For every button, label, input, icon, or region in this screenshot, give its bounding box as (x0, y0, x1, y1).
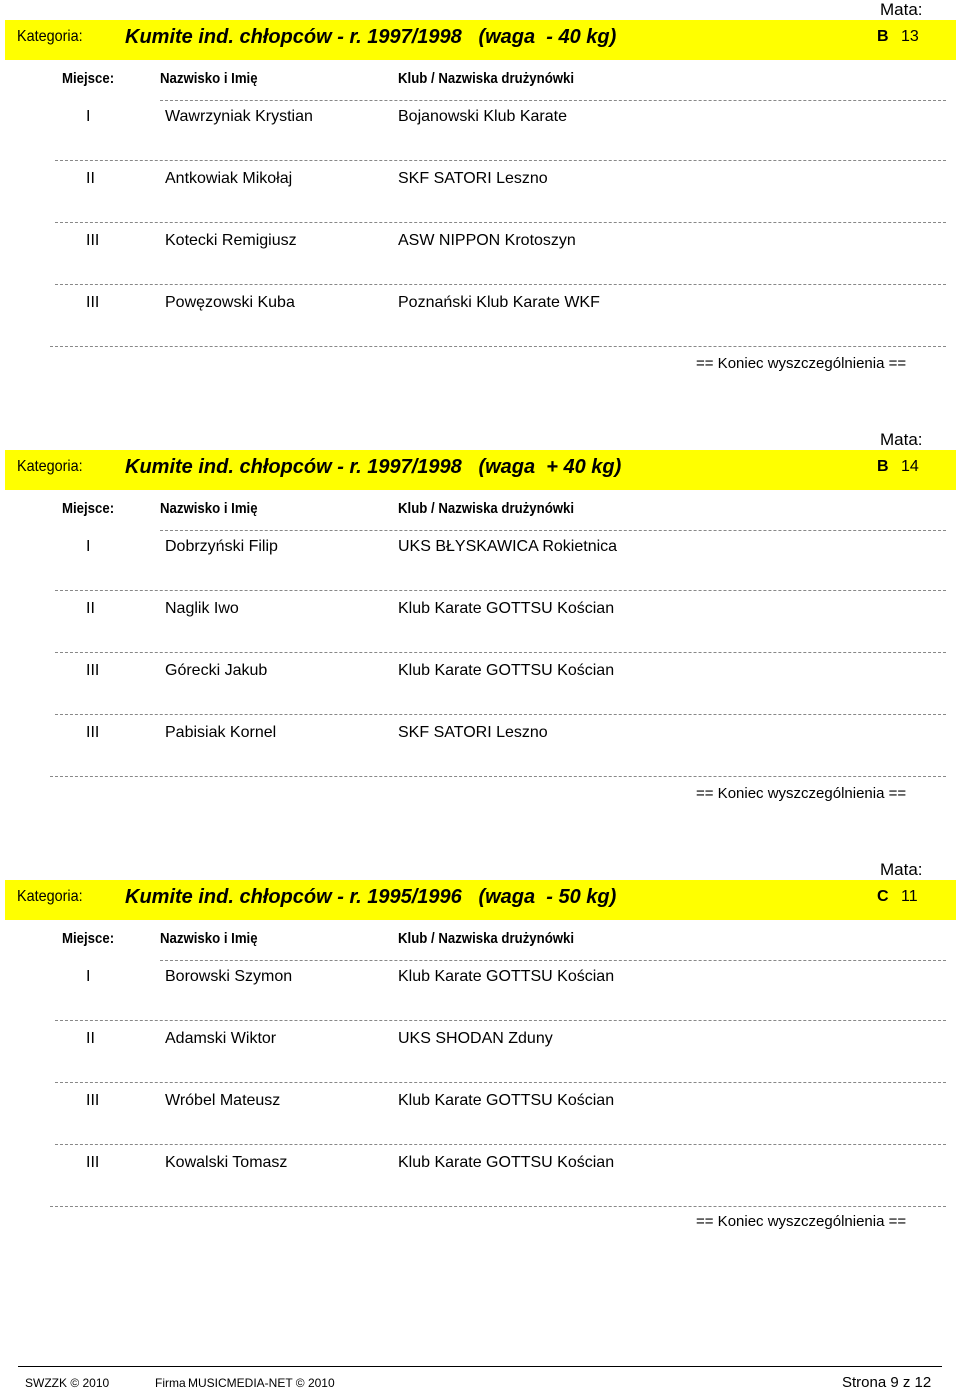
category-title: Kumite ind. chłopców - r. 1997/1998 (waga - 40 kg) (125, 26, 617, 48)
column-header-place: Miejsce: (62, 930, 115, 947)
category-title: Kumite ind. chłopców - r. 1997/1998 (waga + 40 kg) (125, 456, 622, 478)
category-section (0, 0, 960, 420)
club-name: ASW NIPPON Krotoszyn (398, 232, 576, 249)
mat-number: 14 (901, 458, 919, 475)
place-value: III (86, 232, 100, 249)
competitor-name: Adamski Wiktor (165, 1030, 277, 1047)
competitor-name: Pabisiak Kornel (165, 724, 277, 741)
place-value: II (86, 1030, 95, 1047)
place-value: II (86, 600, 95, 617)
row-divider (55, 714, 946, 715)
club-name: Poznański Klub Karate WKF (398, 294, 600, 311)
club-name: Klub Karate GOTTSU Kościan (398, 1092, 615, 1109)
mat-label: Mata: (880, 860, 923, 879)
competitor-name: Dobrzyński Filip (165, 538, 278, 555)
category-title: Kumite ind. chłopców - r. 1995/1996 (waga - 50 kg) (125, 886, 617, 908)
row-divider (50, 346, 946, 347)
category-section (0, 430, 960, 850)
footer-left: SWZZK © 2010 (25, 1376, 110, 1390)
category-section (0, 860, 960, 1280)
competitor-name: Naglik Iwo (165, 600, 239, 617)
club-name: UKS SHODAN Zduny (398, 1030, 553, 1047)
place-value: III (86, 1154, 100, 1171)
row-divider (55, 222, 946, 223)
competitor-name: Borowski Szymon (165, 968, 293, 985)
header-divider (160, 960, 946, 961)
category-label: Kategoria: (17, 28, 83, 45)
row-divider (50, 776, 946, 777)
mat-number: 13 (901, 28, 919, 45)
club-name: UKS BŁYSKAWICA Rokietnica (398, 538, 618, 555)
mat-label: Mata: (880, 430, 923, 449)
club-name: Klub Karate GOTTSU Kościan (398, 1154, 615, 1171)
club-name: SKF SATORI Leszno (398, 170, 548, 187)
mat-letter: B (877, 28, 889, 45)
row-divider (55, 1082, 946, 1083)
place-value: II (86, 170, 95, 187)
competitor-name: Wawrzyniak Krystian (165, 108, 313, 125)
row-divider (55, 1144, 946, 1145)
row-divider (55, 652, 946, 653)
column-header-place: Miejsce: (62, 70, 115, 87)
row-divider (50, 1206, 946, 1207)
row-divider (55, 160, 946, 161)
place-value: I (86, 538, 91, 555)
place-value: III (86, 662, 100, 679)
mat-number: 11 (901, 888, 918, 905)
club-name: SKF SATORI Leszno (398, 724, 548, 741)
competitor-name: Kotecki Remigiusz (165, 232, 297, 249)
mat-letter: C (877, 888, 889, 905)
category-label: Kategoria: (17, 888, 83, 905)
column-header-club: Klub / Nazwiska drużynówki (398, 930, 575, 947)
competitor-name: Powęzowski Kuba (165, 294, 295, 311)
header-divider (160, 100, 946, 101)
club-name: Bojanowski Klub Karate (398, 108, 567, 125)
mat-letter: B (877, 458, 889, 475)
competitor-name: Górecki Jakub (165, 662, 268, 679)
club-name: Klub Karate GOTTSU Kościan (398, 600, 615, 617)
row-divider (55, 284, 946, 285)
category-label: Kategoria: (17, 458, 83, 475)
column-header-place: Miejsce: (62, 500, 115, 517)
footer-company-prefix: Firma (155, 1376, 186, 1390)
page-number: Strona 9 z 12 (842, 1374, 932, 1391)
footer-divider (18, 1366, 942, 1367)
end-of-list-note: == Koniec wyszczególnienia == (696, 355, 907, 372)
column-header-name: Nazwisko i Imię (160, 930, 258, 947)
mat-label: Mata: (880, 0, 923, 19)
place-value: I (86, 968, 91, 985)
row-divider (55, 590, 946, 591)
place-value: III (86, 724, 100, 741)
place-value: III (86, 294, 100, 311)
end-of-list-note: == Koniec wyszczególnienia == (696, 785, 907, 802)
club-name: Klub Karate GOTTSU Kościan (398, 662, 615, 679)
column-header-name: Nazwisko i Imię (160, 500, 258, 517)
competitor-name: Wróbel Mateusz (165, 1092, 281, 1109)
column-header-club: Klub / Nazwiska drużynówki (398, 500, 575, 517)
competitor-name: Antkowiak Mikołaj (165, 170, 293, 187)
column-header-name: Nazwisko i Imię (160, 70, 258, 87)
competitor-name: Kowalski Tomasz (165, 1154, 288, 1171)
place-value: I (86, 108, 91, 125)
header-divider (160, 530, 946, 531)
place-value: III (86, 1092, 100, 1109)
footer-company: MUSICMEDIA-NET © 2010 (188, 1376, 335, 1390)
end-of-list-note: == Koniec wyszczególnienia == (696, 1213, 907, 1230)
club-name: Klub Karate GOTTSU Kościan (398, 968, 615, 985)
row-divider (55, 1020, 946, 1021)
column-header-club: Klub / Nazwiska drużynówki (398, 70, 575, 87)
